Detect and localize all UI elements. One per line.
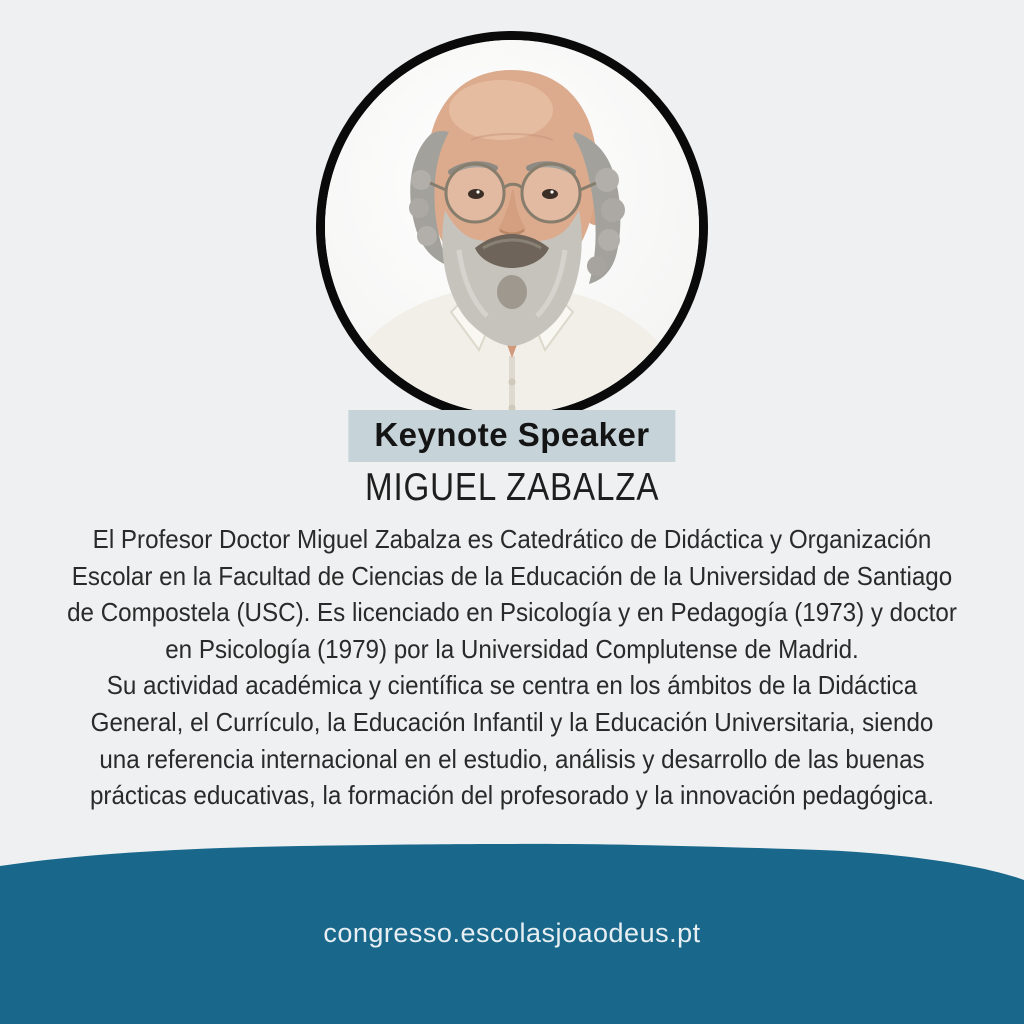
keynote-speaker-badge <box>348 410 675 462</box>
bio-line: una referencia internacional en el estudio, análisis y desarrollo de las buenas <box>99 743 925 774</box>
bio-line: Escolar en la Facultad de Ciencias de la Educación de la Universidad de Santiago <box>71 560 953 591</box>
speaker-photo <box>316 31 708 423</box>
footer-url: congresso.escolasjoaodeus.pt <box>323 918 701 948</box>
bio-line: en Psicología (1979) por la Universidad Complutense de Madrid. <box>165 633 859 664</box>
keynote-speaker-label: Keynote Speaker <box>374 416 650 453</box>
portrait-illustration <box>325 40 699 414</box>
bio-line: de Compostela (USC). Es licenciado en Psicología y en Pedagogía (1973) y doctor <box>67 597 957 628</box>
bio-line: Su actividad académica y científica se centra en los ámbitos de la Didáctica <box>106 670 918 701</box>
bio-line: General, el Currículo, la Educación Infantil y la Educación Universitaria, siendo <box>90 706 934 737</box>
speaker-name-text: MIGUEL ZABALZA <box>364 466 660 509</box>
bio-line: prácticas educativas, la formación del profesorado y la innovación pedagógica. <box>89 780 935 811</box>
bio-line: El Profesor Doctor Miguel Zabalza es Catedrático de Didáctica y Organización <box>92 524 932 554</box>
speaker-name <box>0 466 1024 510</box>
speaker-bio <box>0 521 1024 814</box>
